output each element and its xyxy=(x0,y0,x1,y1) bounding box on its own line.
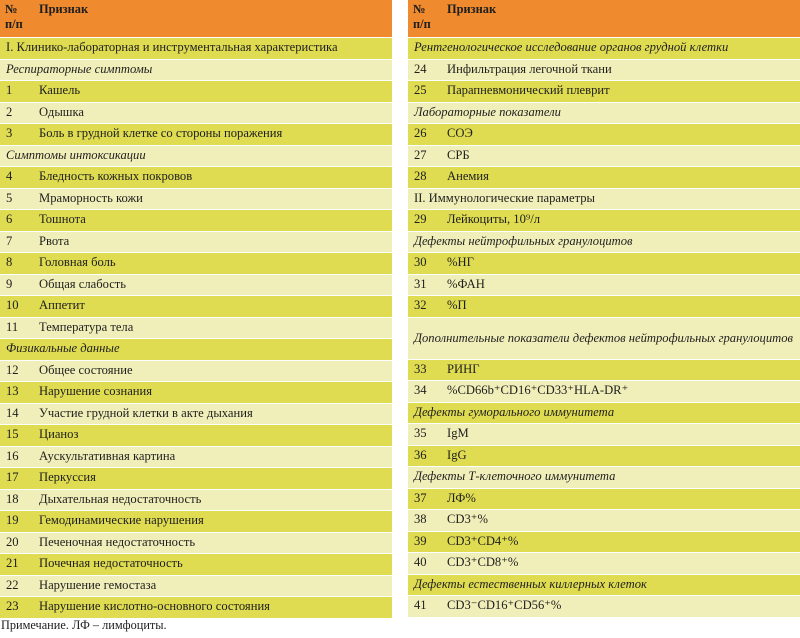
row-number: 19 xyxy=(0,511,33,533)
section-heading: Дефекты Т-клеточного иммунитета xyxy=(408,467,800,489)
row-feature: Перкуссия xyxy=(33,468,392,490)
column-header-number-line2: п/п xyxy=(413,17,431,31)
row-number: 40 xyxy=(408,553,441,575)
row-number: 23 xyxy=(0,597,33,619)
table-row xyxy=(408,59,800,81)
row-feature: Общая слабость xyxy=(33,274,392,296)
section-heading-row xyxy=(408,574,800,596)
row-number: 10 xyxy=(0,296,33,318)
section-heading-row xyxy=(0,339,392,361)
table-row xyxy=(0,382,392,404)
table-body-right xyxy=(408,38,800,618)
row-number: 7 xyxy=(0,231,33,253)
features-table-right xyxy=(408,0,800,618)
row-number: 31 xyxy=(408,274,441,296)
section-heading: Респираторные симптомы xyxy=(0,59,392,81)
table-row xyxy=(0,468,392,490)
row-feature: Дыхательная недостаточность xyxy=(33,489,392,511)
row-number: 30 xyxy=(408,253,441,275)
row-feature: Печеночная недостаточность xyxy=(33,532,392,554)
row-feature: Цианоз xyxy=(33,425,392,447)
row-number: 32 xyxy=(408,296,441,318)
table-row xyxy=(0,210,392,232)
row-number: 27 xyxy=(408,145,441,167)
row-feature: РИНГ xyxy=(441,359,800,381)
row-feature: Парапневмонический плеврит xyxy=(441,81,800,103)
row-feature: Головная боль xyxy=(33,253,392,275)
row-number: 20 xyxy=(0,532,33,554)
table-row xyxy=(408,381,800,403)
section-heading-row xyxy=(408,317,800,359)
row-number: 41 xyxy=(408,596,441,618)
row-feature: Тошнота xyxy=(33,210,392,232)
table-row xyxy=(408,510,800,532)
table-row xyxy=(0,575,392,597)
table-row xyxy=(408,553,800,575)
table-row xyxy=(0,532,392,554)
column-header-feature: Признак xyxy=(33,0,392,38)
row-number: 35 xyxy=(408,424,441,446)
section-heading: I. Клинико-лабораторная и инструментальная характеристика xyxy=(0,38,392,60)
section-heading: Дефекты гуморального иммунитета xyxy=(408,402,800,424)
row-feature: Анемия xyxy=(441,167,800,189)
table-row xyxy=(0,489,392,511)
section-heading: Физикальные данные xyxy=(0,339,392,361)
row-feature: Почечная недостаточность xyxy=(33,554,392,576)
table-row xyxy=(0,403,392,425)
row-feature: CD3⁻CD16⁺CD56⁺% xyxy=(441,596,800,618)
column-header-number xyxy=(0,0,33,38)
section-heading: Рентгенологическое исследование органов грудной клетки xyxy=(408,38,800,60)
section-heading: Симптомы интоксикации xyxy=(0,145,392,167)
row-number: 34 xyxy=(408,381,441,403)
section-heading: Дефекты нейтрофильных гранулоцитов xyxy=(408,231,800,253)
row-feature: IgG xyxy=(441,445,800,467)
row-feature: IgM xyxy=(441,424,800,446)
table-row xyxy=(0,511,392,533)
row-feature: %ФАН xyxy=(441,274,800,296)
row-number: 26 xyxy=(408,124,441,146)
section-heading: II. Иммунологические параметры xyxy=(408,188,800,210)
column-header-feature: Признак xyxy=(441,0,800,38)
table-row xyxy=(0,360,392,382)
section-heading-row xyxy=(0,38,392,60)
row-number: 4 xyxy=(0,167,33,189)
table-header-row xyxy=(408,0,800,38)
row-number: 24 xyxy=(408,59,441,81)
table-row xyxy=(408,531,800,553)
table-row xyxy=(0,446,392,468)
section-heading: Лабораторные показатели xyxy=(408,102,800,124)
row-feature: Нарушение кислотно-основного состояния xyxy=(33,597,392,619)
row-feature: Гемодинамические нарушения xyxy=(33,511,392,533)
table-row xyxy=(0,296,392,318)
section-heading-row xyxy=(408,402,800,424)
table-row xyxy=(408,424,800,446)
row-feature: Одышка xyxy=(33,102,392,124)
row-number: 22 xyxy=(0,575,33,597)
row-feature: Бледность кожных покровов xyxy=(33,167,392,189)
section-heading-row xyxy=(408,231,800,253)
row-number: 36 xyxy=(408,445,441,467)
table-row xyxy=(0,253,392,275)
column-header-number-line2: п/п xyxy=(5,17,23,31)
row-number: 3 xyxy=(0,124,33,146)
row-number: 8 xyxy=(0,253,33,275)
row-number: 33 xyxy=(408,359,441,381)
table-row xyxy=(0,102,392,124)
row-number: 18 xyxy=(0,489,33,511)
section-heading-row xyxy=(408,102,800,124)
section-heading-row xyxy=(408,467,800,489)
section-heading-row xyxy=(0,145,392,167)
table-row xyxy=(408,253,800,275)
table-row xyxy=(0,597,392,619)
section-heading-row xyxy=(408,38,800,60)
row-feature: СРБ xyxy=(441,145,800,167)
row-number: 1 xyxy=(0,81,33,103)
row-feature: Рвота xyxy=(33,231,392,253)
row-feature: CD3⁺CD8⁺% xyxy=(441,553,800,575)
row-number: 16 xyxy=(0,446,33,468)
table-row xyxy=(408,296,800,318)
section-heading: Дефекты естественных киллерных клеток xyxy=(408,574,800,596)
row-feature: Аппетит xyxy=(33,296,392,318)
row-number: 13 xyxy=(0,382,33,404)
table-row xyxy=(0,425,392,447)
table-footnote: Примечание. ЛФ – лимфоциты. xyxy=(1,618,167,632)
table-row xyxy=(408,274,800,296)
row-number: 2 xyxy=(0,102,33,124)
table-row xyxy=(408,596,800,618)
table-row xyxy=(408,359,800,381)
row-feature: %НГ xyxy=(441,253,800,275)
table-row xyxy=(0,124,392,146)
column-header-number xyxy=(408,0,441,38)
features-table-left xyxy=(0,0,392,619)
table-body-left xyxy=(0,38,392,619)
row-number: 11 xyxy=(0,317,33,339)
row-feature: %CD66b⁺CD16⁺CD33⁺HLA-DR⁺ xyxy=(441,381,800,403)
table-row xyxy=(0,274,392,296)
table-row xyxy=(0,81,392,103)
table-row xyxy=(408,445,800,467)
table-row xyxy=(408,167,800,189)
row-feature: Общее состояние xyxy=(33,360,392,382)
row-number: 38 xyxy=(408,510,441,532)
row-number: 6 xyxy=(0,210,33,232)
table-header-row xyxy=(0,0,392,38)
row-feature: Мраморность кожи xyxy=(33,188,392,210)
table-row xyxy=(0,188,392,210)
row-feature: Аускультативная картина xyxy=(33,446,392,468)
row-number: 25 xyxy=(408,81,441,103)
row-feature: СОЭ xyxy=(441,124,800,146)
row-feature: CD3⁺CD4⁺% xyxy=(441,531,800,553)
row-number: 28 xyxy=(408,167,441,189)
section-heading-row xyxy=(408,188,800,210)
table-row xyxy=(0,554,392,576)
row-feature: Температура тела xyxy=(33,317,392,339)
row-feature: CD3⁺% xyxy=(441,510,800,532)
row-number: 39 xyxy=(408,531,441,553)
table-row xyxy=(408,145,800,167)
row-number: 15 xyxy=(0,425,33,447)
table-row xyxy=(0,167,392,189)
row-feature: Лейкоциты, 10⁹/л xyxy=(441,210,800,232)
table-row xyxy=(0,231,392,253)
row-feature: ЛФ% xyxy=(441,488,800,510)
table-row xyxy=(0,317,392,339)
row-number: 9 xyxy=(0,274,33,296)
row-number: 14 xyxy=(0,403,33,425)
row-feature: Инфильтрация легочной ткани xyxy=(441,59,800,81)
row-number: 21 xyxy=(0,554,33,576)
row-feature: Участие грудной клетки в акте дыхания xyxy=(33,403,392,425)
row-feature: Нарушение сознания xyxy=(33,382,392,404)
section-heading-row xyxy=(0,59,392,81)
row-number: 17 xyxy=(0,468,33,490)
column-header-number-line1: № xyxy=(5,2,18,16)
table-row xyxy=(408,81,800,103)
column-header-number-line1: № xyxy=(413,2,426,16)
table-row xyxy=(408,488,800,510)
row-feature: Нарушение гемостаза xyxy=(33,575,392,597)
row-number: 37 xyxy=(408,488,441,510)
row-number: 29 xyxy=(408,210,441,232)
row-feature: Боль в грудной клетке со стороны поражения xyxy=(33,124,392,146)
row-feature: Кашель xyxy=(33,81,392,103)
row-number: 12 xyxy=(0,360,33,382)
row-number: 5 xyxy=(0,188,33,210)
section-heading: Дополнительные показатели дефектов нейтрофильных гранулоцитов xyxy=(408,317,800,359)
row-feature: %П xyxy=(441,296,800,318)
table-row xyxy=(408,210,800,232)
table-row xyxy=(408,124,800,146)
